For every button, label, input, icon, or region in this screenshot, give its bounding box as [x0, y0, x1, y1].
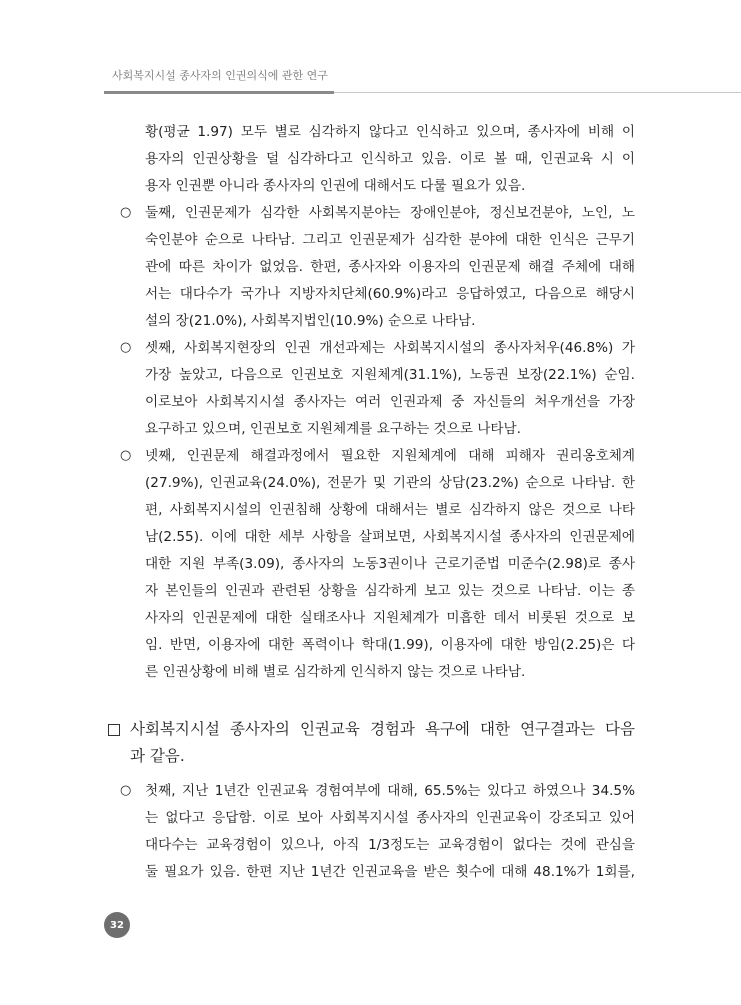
header-rule-accent — [104, 91, 334, 94]
body-line: 는 없다고 응답함. 이로 보아 사회복지시설 종사자의 인권교육이 강조되고 있어 — [145, 810, 635, 826]
body-line: 넷째, 인권문제 해결과정에서 필요한 지원체계에 대해 피해자 권리옹호체계 — [145, 448, 635, 464]
body-line: (27.9%), 인권교육(24.0%), 전문가 및 기관의 상담(23.2%) 순으로 나타남. 한 — [145, 475, 635, 491]
body-line: 황(평균 1.97) 모두 별로 심각하지 않다고 인식하고 있으며, 종사자에 비해 이 — [145, 124, 635, 140]
section-heading-line: 과 같음. — [130, 747, 185, 765]
body-line: 둘째, 인권문제가 심각한 사회복지분야는 장애인분야, 정신보건분야, 노인, 노 — [145, 205, 635, 221]
body-line: 숙인분야 순으로 나타남. 그리고 인권문제가 심각한 분야에 대한 인식은 근무기 — [145, 232, 635, 248]
body-line: 설의 장(21.0%), 사회복지법인(10.9%) 순으로 나타남. — [145, 313, 476, 329]
bullet-marker: ○ — [120, 205, 132, 220]
body-line: 관에 따른 차이가 없었음. 한편, 종사자와 이용자의 인권문제 해결 주체에 대해 — [145, 259, 635, 275]
body-line: 가장 높았고, 다음으로 인권보호 지원체계(31.1%), 노동권 보장(22.1%) 순임. — [145, 367, 635, 383]
body-line: 둘 필요가 있음. 한편 지난 1년간 인권교육을 받은 횟수에 대해 48.1%가 1회를, — [145, 864, 635, 880]
body-line: 서는 대다수가 국가나 지방자치단체(60.9%)라고 응답하였고, 다음으로 해당시 — [145, 286, 635, 302]
body-line: 편, 사회복지시설의 인권침해 상황에 대해서는 별로 심각하지 않은 것으로 나타 — [145, 502, 635, 518]
bullet-marker: ○ — [120, 783, 132, 798]
body-line: 남(2.55). 이에 대한 세부 사항을 살펴보면, 사회복지시설 종사자의 인권문제에 — [145, 529, 635, 545]
body-line: 대다수는 교육경험이 있으나, 아직 1/3정도는 교육경험이 없다는 것에 관심을 — [145, 837, 635, 853]
body-line: 이로보아 사회복지시설 종사자는 여러 인권과제 중 자신들의 처우개선을 가장 — [145, 394, 635, 410]
body-line: 첫째, 지난 1년간 인권교육 경험여부에 대해, 65.5%는 있다고 하였으나 34.5% — [145, 783, 635, 799]
section-marker — [108, 724, 120, 736]
body-line: 용자의 인권상황을 덜 심각하다고 인식하고 있음. 이로 볼 때, 인권교육 시 이 — [145, 151, 635, 167]
section-heading-line: 사회복지시설 종사자의 인권교육 경험과 욕구에 대한 연구결과는 다음 — [130, 720, 635, 738]
body-line: 임. 반면, 이용자에 대한 폭력이나 학대(1.99), 이용자에 대한 방임(2.25)은 다 — [145, 637, 635, 653]
body-line: 사자의 인권문제에 대한 실태조사나 지원체계가 미흡한 데서 비롯된 것으로 보 — [145, 610, 635, 626]
body-line: 요구하고 있으며, 인권보호 지원체계를 요구하는 것으로 나타남. — [145, 421, 521, 437]
body-line: 셋째, 사회복지현장의 인권 개선과제는 사회복지시설의 종사자처우(46.8%) 가 — [145, 340, 635, 356]
body-line: 용자 인권뿐 아니라 종사자의 인권에 대해서도 다룰 필요가 있음. — [145, 178, 526, 194]
body-line: 자 본인들의 인권과 관련된 상황을 심각하게 보고 있는 것으로 나타남. 이는 종 — [145, 583, 635, 599]
bullet-marker: ○ — [120, 340, 132, 355]
body-line: 대한 지원 부족(3.09), 종사자의 노동3권이나 근로기준법 미준수(2.98)로 종사 — [145, 556, 635, 572]
page-number-badge: 32 — [104, 912, 130, 938]
bullet-marker: ○ — [120, 448, 132, 463]
body-line: 른 인권상황에 비해 별로 심각하게 인식하지 않는 것으로 나타남. — [145, 664, 526, 680]
running-header: 사회복지시설 종사자의 인권의식에 관한 연구 — [112, 69, 328, 82]
